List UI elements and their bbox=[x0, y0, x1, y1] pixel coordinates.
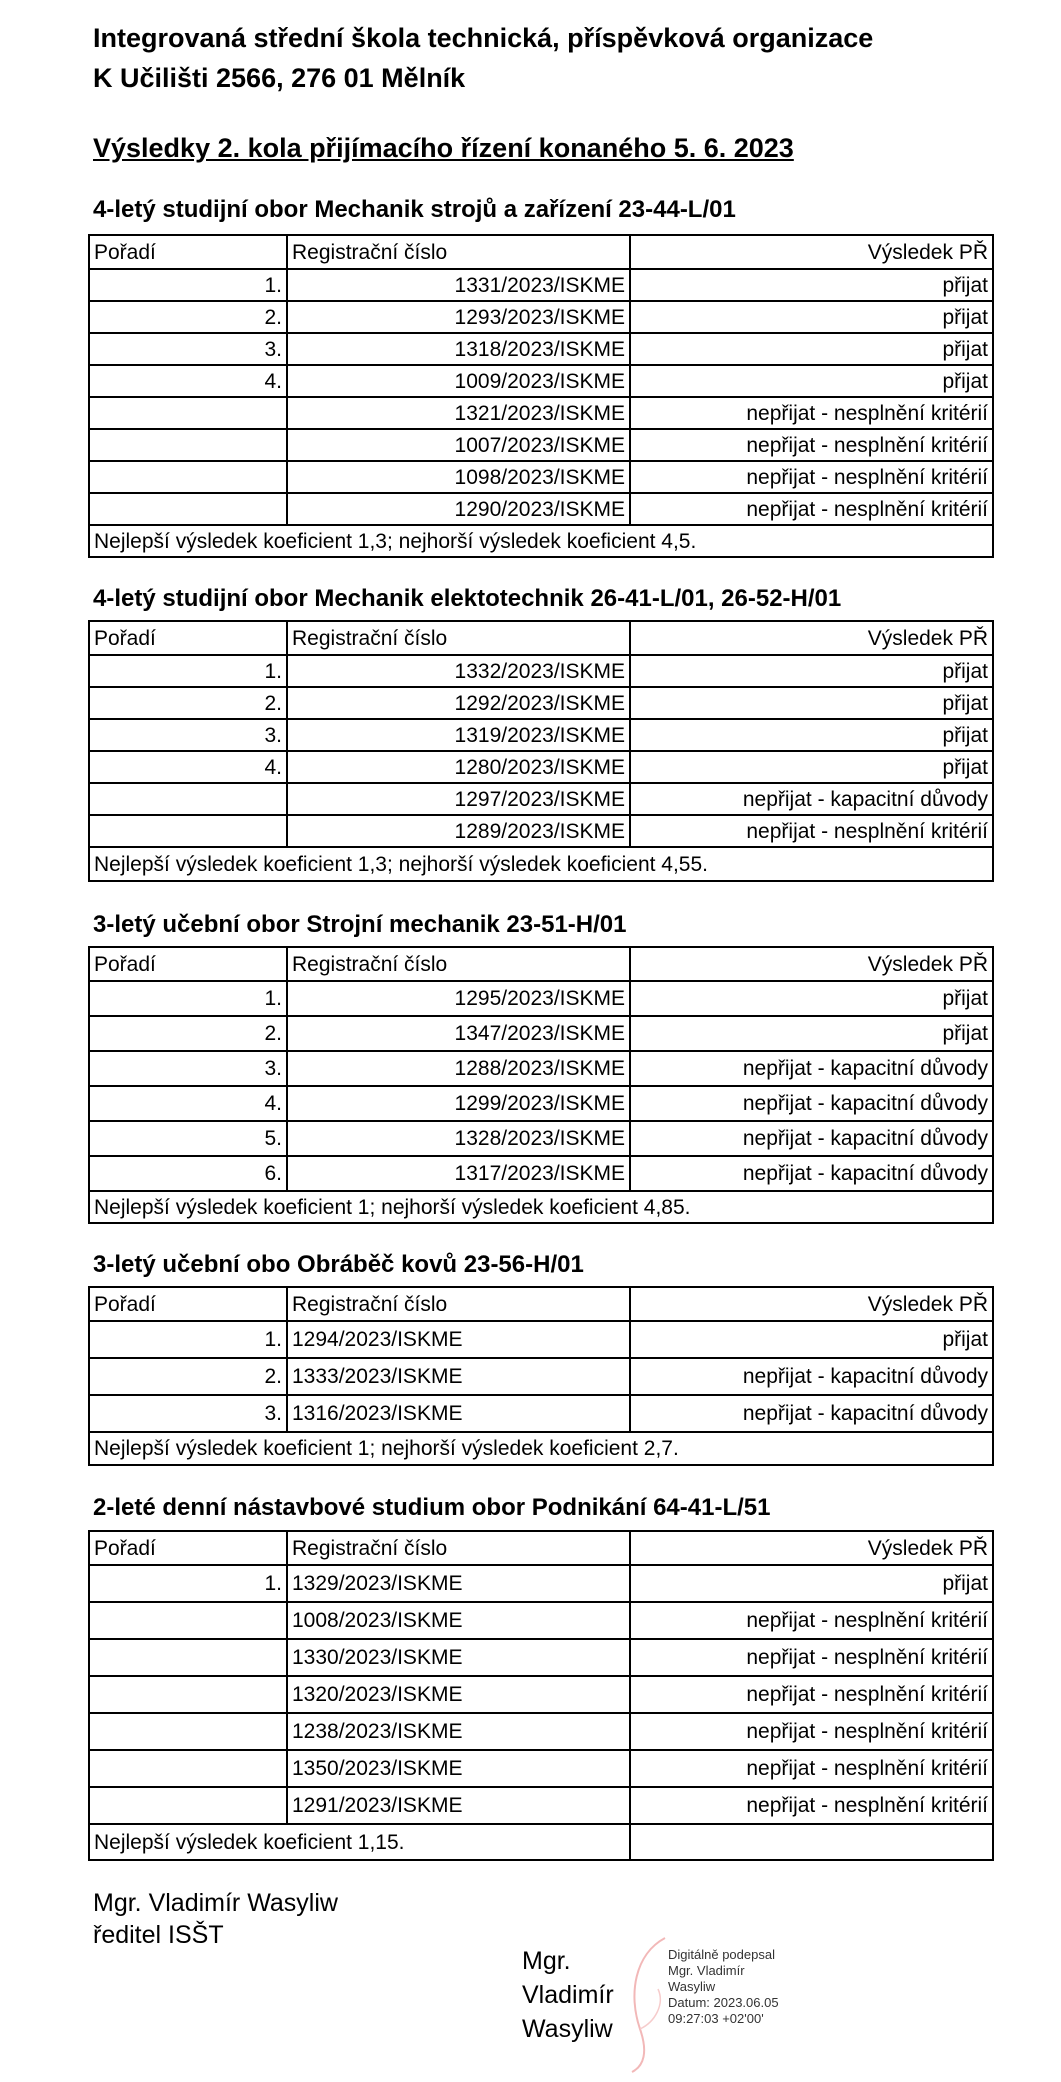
result-cell: přijat bbox=[630, 719, 993, 751]
order-cell bbox=[89, 493, 287, 525]
result-cell: přijat bbox=[630, 269, 993, 301]
registration-cell: 1238/2023/ISKME bbox=[287, 1713, 630, 1750]
registration-cell: 1288/2023/ISKME bbox=[287, 1051, 630, 1086]
order-cell bbox=[89, 1602, 287, 1639]
order-cell: 3. bbox=[89, 1051, 287, 1086]
result-cell: nepřijat - nesplnění kritérií bbox=[630, 815, 993, 847]
table-row bbox=[89, 429, 993, 461]
signature-line-1: Mgr. bbox=[522, 1947, 571, 1975]
result-cell: nepřijat - nesplnění kritérií bbox=[630, 1750, 993, 1787]
coefficient-note: Nejlepší výsledek koeficient 1,15. bbox=[89, 1824, 630, 1860]
column-header-order: Pořadí bbox=[89, 235, 287, 269]
result-cell: přijat bbox=[630, 301, 993, 333]
result-cell: přijat bbox=[630, 1565, 993, 1602]
table-row bbox=[89, 751, 993, 783]
order-cell bbox=[89, 429, 287, 461]
order-cell: 4. bbox=[89, 1086, 287, 1121]
table-row bbox=[89, 981, 993, 1016]
coefficient-note: Nejlepší výsledek koeficient 1; nejhorší výsledek koeficient 4,85. bbox=[89, 1191, 993, 1223]
school-name: Integrovaná střední škola technická, příspěvková organizace bbox=[93, 23, 874, 53]
registration-cell: 1347/2023/ISKME bbox=[287, 1016, 630, 1051]
table-row bbox=[89, 493, 993, 525]
result-cell: nepřijat - kapacitní důvody bbox=[630, 1156, 993, 1191]
school-address: K Učilišti 2566, 276 01 Mělník bbox=[93, 63, 466, 93]
column-header-registration: Registrační číslo bbox=[287, 235, 630, 269]
registration-cell: 1290/2023/ISKME bbox=[287, 493, 630, 525]
registration-cell: 1289/2023/ISKME bbox=[287, 815, 630, 847]
order-cell: 1. bbox=[89, 655, 287, 687]
table-row bbox=[89, 1713, 993, 1750]
table-row bbox=[89, 365, 993, 397]
result-cell: přijat bbox=[630, 1321, 993, 1358]
result-cell: nepřijat - nesplnění kritérií bbox=[630, 1639, 993, 1676]
column-header-order: Pořadí bbox=[89, 1287, 287, 1321]
table-row bbox=[89, 1750, 993, 1787]
order-cell bbox=[89, 397, 287, 429]
registration-cell: 1098/2023/ISKME bbox=[287, 461, 630, 493]
results-table-5 bbox=[88, 1530, 994, 1861]
table-note-row bbox=[89, 1824, 993, 1860]
table-header-row bbox=[89, 235, 993, 269]
registration-cell: 1319/2023/ISKME bbox=[287, 719, 630, 751]
order-cell: 2. bbox=[89, 301, 287, 333]
results-table-2 bbox=[88, 620, 994, 882]
coefficient-note: Nejlepší výsledek koeficient 1,3; nejhorší výsledek koeficient 4,55. bbox=[89, 847, 993, 881]
results-table-4 bbox=[88, 1286, 994, 1466]
table-row bbox=[89, 333, 993, 365]
result-cell: nepřijat - kapacitní důvody bbox=[630, 783, 993, 815]
table-row bbox=[89, 269, 993, 301]
order-cell bbox=[89, 461, 287, 493]
digital-signature-date: Datum: 2023.06.05 bbox=[668, 1995, 779, 2010]
column-header-result: Výsledek PŘ bbox=[630, 621, 993, 655]
result-cell: přijat bbox=[630, 365, 993, 397]
column-header-registration: Registrační číslo bbox=[287, 947, 630, 981]
registration-cell: 1292/2023/ISKME bbox=[287, 687, 630, 719]
result-cell: nepřijat - kapacitní důvody bbox=[630, 1395, 993, 1432]
table-row bbox=[89, 1676, 993, 1713]
order-cell: 3. bbox=[89, 333, 287, 365]
result-cell: nepřijat - nesplnění kritérií bbox=[630, 397, 993, 429]
coefficient-note: Nejlepší výsledek koeficient 1,3; nejhorší výsledek koeficient 4,5. bbox=[89, 525, 993, 557]
order-cell: 1. bbox=[89, 269, 287, 301]
order-cell: 1. bbox=[89, 1565, 287, 1602]
result-cell: přijat bbox=[630, 687, 993, 719]
section-1-title: 4-letý studijní obor Mechanik strojů a zařízení 23-44-L/01 bbox=[93, 196, 736, 223]
table-note-row bbox=[89, 1432, 993, 1465]
table-row bbox=[89, 1395, 993, 1432]
column-header-registration: Registrační číslo bbox=[287, 1531, 630, 1565]
column-header-result: Výsledek PŘ bbox=[630, 1531, 993, 1565]
table-row bbox=[89, 1086, 993, 1121]
column-header-order: Pořadí bbox=[89, 947, 287, 981]
order-cell: 3. bbox=[89, 719, 287, 751]
result-cell: nepřijat - nesplnění kritérií bbox=[630, 1602, 993, 1639]
order-cell: 5. bbox=[89, 1121, 287, 1156]
result-cell: přijat bbox=[630, 1016, 993, 1051]
result-cell: nepřijat - nesplnění kritérií bbox=[630, 1676, 993, 1713]
registration-cell: 1299/2023/ISKME bbox=[287, 1086, 630, 1121]
signer-role: ředitel ISŠT bbox=[93, 1921, 224, 1949]
order-cell: 1. bbox=[89, 981, 287, 1016]
result-cell: nepřijat - kapacitní důvody bbox=[630, 1086, 993, 1121]
order-cell bbox=[89, 1787, 287, 1824]
digital-signature-time: 09:27:03 +02'00' bbox=[668, 2011, 764, 2026]
table-row bbox=[89, 815, 993, 847]
empty-cell bbox=[630, 1824, 993, 1860]
result-cell: nepřijat - nesplnění kritérií bbox=[630, 1713, 993, 1750]
registration-cell: 1008/2023/ISKME bbox=[287, 1602, 630, 1639]
table-row bbox=[89, 1787, 993, 1824]
table-row bbox=[89, 301, 993, 333]
table-row bbox=[89, 1051, 993, 1086]
registration-cell: 1330/2023/ISKME bbox=[287, 1639, 630, 1676]
registration-cell: 1328/2023/ISKME bbox=[287, 1121, 630, 1156]
order-cell: 4. bbox=[89, 751, 287, 783]
digital-signature-line-1: Digitálně podepsal bbox=[668, 1947, 775, 1962]
table-header-row bbox=[89, 621, 993, 655]
registration-cell: 1329/2023/ISKME bbox=[287, 1565, 630, 1602]
results-table-3 bbox=[88, 946, 994, 1224]
column-header-registration: Registrační číslo bbox=[287, 1287, 630, 1321]
registration-cell: 1280/2023/ISKME bbox=[287, 751, 630, 783]
registration-cell: 1333/2023/ISKME bbox=[287, 1358, 630, 1395]
order-cell: 2. bbox=[89, 1016, 287, 1051]
signature-line-3: Wasyliw bbox=[522, 2015, 613, 2043]
result-cell: nepřijat - nesplnění kritérií bbox=[630, 1787, 993, 1824]
column-header-result: Výsledek PŘ bbox=[630, 947, 993, 981]
result-cell: nepřijat - nesplnění kritérií bbox=[630, 429, 993, 461]
order-cell bbox=[89, 783, 287, 815]
table-header-row bbox=[89, 947, 993, 981]
signature-line-2: Vladimír bbox=[522, 1981, 614, 2009]
table-header-row bbox=[89, 1287, 993, 1321]
registration-cell: 1350/2023/ISKME bbox=[287, 1750, 630, 1787]
table-row bbox=[89, 1016, 993, 1051]
table-row bbox=[89, 783, 993, 815]
order-cell: 4. bbox=[89, 365, 287, 397]
order-cell: 1. bbox=[89, 1321, 287, 1358]
result-cell: nepřijat - kapacitní důvody bbox=[630, 1121, 993, 1156]
table-note-row bbox=[89, 1191, 993, 1223]
digital-signature-line-3: Wasyliw bbox=[668, 1979, 716, 1994]
column-header-order: Pořadí bbox=[89, 621, 287, 655]
order-cell bbox=[89, 1750, 287, 1787]
result-cell: nepřijat - kapacitní důvody bbox=[630, 1358, 993, 1395]
table-row bbox=[89, 461, 993, 493]
result-cell: přijat bbox=[630, 981, 993, 1016]
order-cell: 2. bbox=[89, 1358, 287, 1395]
order-cell: 3. bbox=[89, 1395, 287, 1432]
registration-cell: 1318/2023/ISKME bbox=[287, 333, 630, 365]
registration-cell: 1320/2023/ISKME bbox=[287, 1676, 630, 1713]
table-row bbox=[89, 1639, 993, 1676]
order-cell bbox=[89, 1639, 287, 1676]
registration-cell: 1293/2023/ISKME bbox=[287, 301, 630, 333]
registration-cell: 1321/2023/ISKME bbox=[287, 397, 630, 429]
coefficient-note: Nejlepší výsledek koeficient 1; nejhorší výsledek koeficient 2,7. bbox=[89, 1432, 993, 1465]
table-header-row bbox=[89, 1531, 993, 1565]
order-cell: 6. bbox=[89, 1156, 287, 1191]
results-table-1 bbox=[88, 234, 994, 558]
order-cell bbox=[89, 1676, 287, 1713]
registration-cell: 1007/2023/ISKME bbox=[287, 429, 630, 461]
table-note-row bbox=[89, 847, 993, 881]
order-cell bbox=[89, 815, 287, 847]
result-cell: přijat bbox=[630, 655, 993, 687]
order-cell bbox=[89, 1713, 287, 1750]
registration-cell: 1294/2023/ISKME bbox=[287, 1321, 630, 1358]
column-header-result: Výsledek PŘ bbox=[630, 235, 993, 269]
table-row bbox=[89, 719, 993, 751]
table-row bbox=[89, 1321, 993, 1358]
result-cell: přijat bbox=[630, 333, 993, 365]
registration-cell: 1317/2023/ISKME bbox=[287, 1156, 630, 1191]
column-header-registration: Registrační číslo bbox=[287, 621, 630, 655]
result-cell: nepřijat - kapacitní důvody bbox=[630, 1051, 993, 1086]
digital-signature-line-2: Mgr. Vladimír bbox=[668, 1963, 745, 1978]
signer-name: Mgr. Vladimír Wasyliw bbox=[93, 1889, 338, 1917]
section-2-title: 4-letý studijní obor Mechanik elektotechnik 26-41-L/01, 26-52-H/01 bbox=[93, 585, 842, 612]
table-row bbox=[89, 1565, 993, 1602]
table-row bbox=[89, 1156, 993, 1191]
page-title: Výsledky 2. kola přijímacího řízení konaného 5. 6. 2023 bbox=[93, 133, 794, 163]
registration-cell: 1316/2023/ISKME bbox=[287, 1395, 630, 1432]
section-4-title: 3-letý učební obo Obráběč kovů 23-56-H/01 bbox=[93, 1251, 584, 1278]
column-header-order: Pořadí bbox=[89, 1531, 287, 1565]
section-3-title: 3-letý učební obor Strojní mechanik 23-51-H/01 bbox=[93, 911, 627, 938]
registration-cell: 1295/2023/ISKME bbox=[287, 981, 630, 1016]
table-row bbox=[89, 1121, 993, 1156]
table-row bbox=[89, 1602, 993, 1639]
registration-cell: 1331/2023/ISKME bbox=[287, 269, 630, 301]
table-row bbox=[89, 397, 993, 429]
column-header-result: Výsledek PŘ bbox=[630, 1287, 993, 1321]
registration-cell: 1297/2023/ISKME bbox=[287, 783, 630, 815]
table-row bbox=[89, 687, 993, 719]
result-cell: nepřijat - nesplnění kritérií bbox=[630, 493, 993, 525]
result-cell: nepřijat - nesplnění kritérií bbox=[630, 461, 993, 493]
registration-cell: 1332/2023/ISKME bbox=[287, 655, 630, 687]
section-5-title: 2-leté denní nástavbové studium obor Podnikání 64-41-L/51 bbox=[93, 1494, 771, 1521]
table-note-row bbox=[89, 525, 993, 557]
table-row bbox=[89, 1358, 993, 1395]
registration-cell: 1009/2023/ISKME bbox=[287, 365, 630, 397]
table-row bbox=[89, 655, 993, 687]
result-cell: přijat bbox=[630, 751, 993, 783]
registration-cell: 1291/2023/ISKME bbox=[287, 1787, 630, 1824]
order-cell: 2. bbox=[89, 687, 287, 719]
